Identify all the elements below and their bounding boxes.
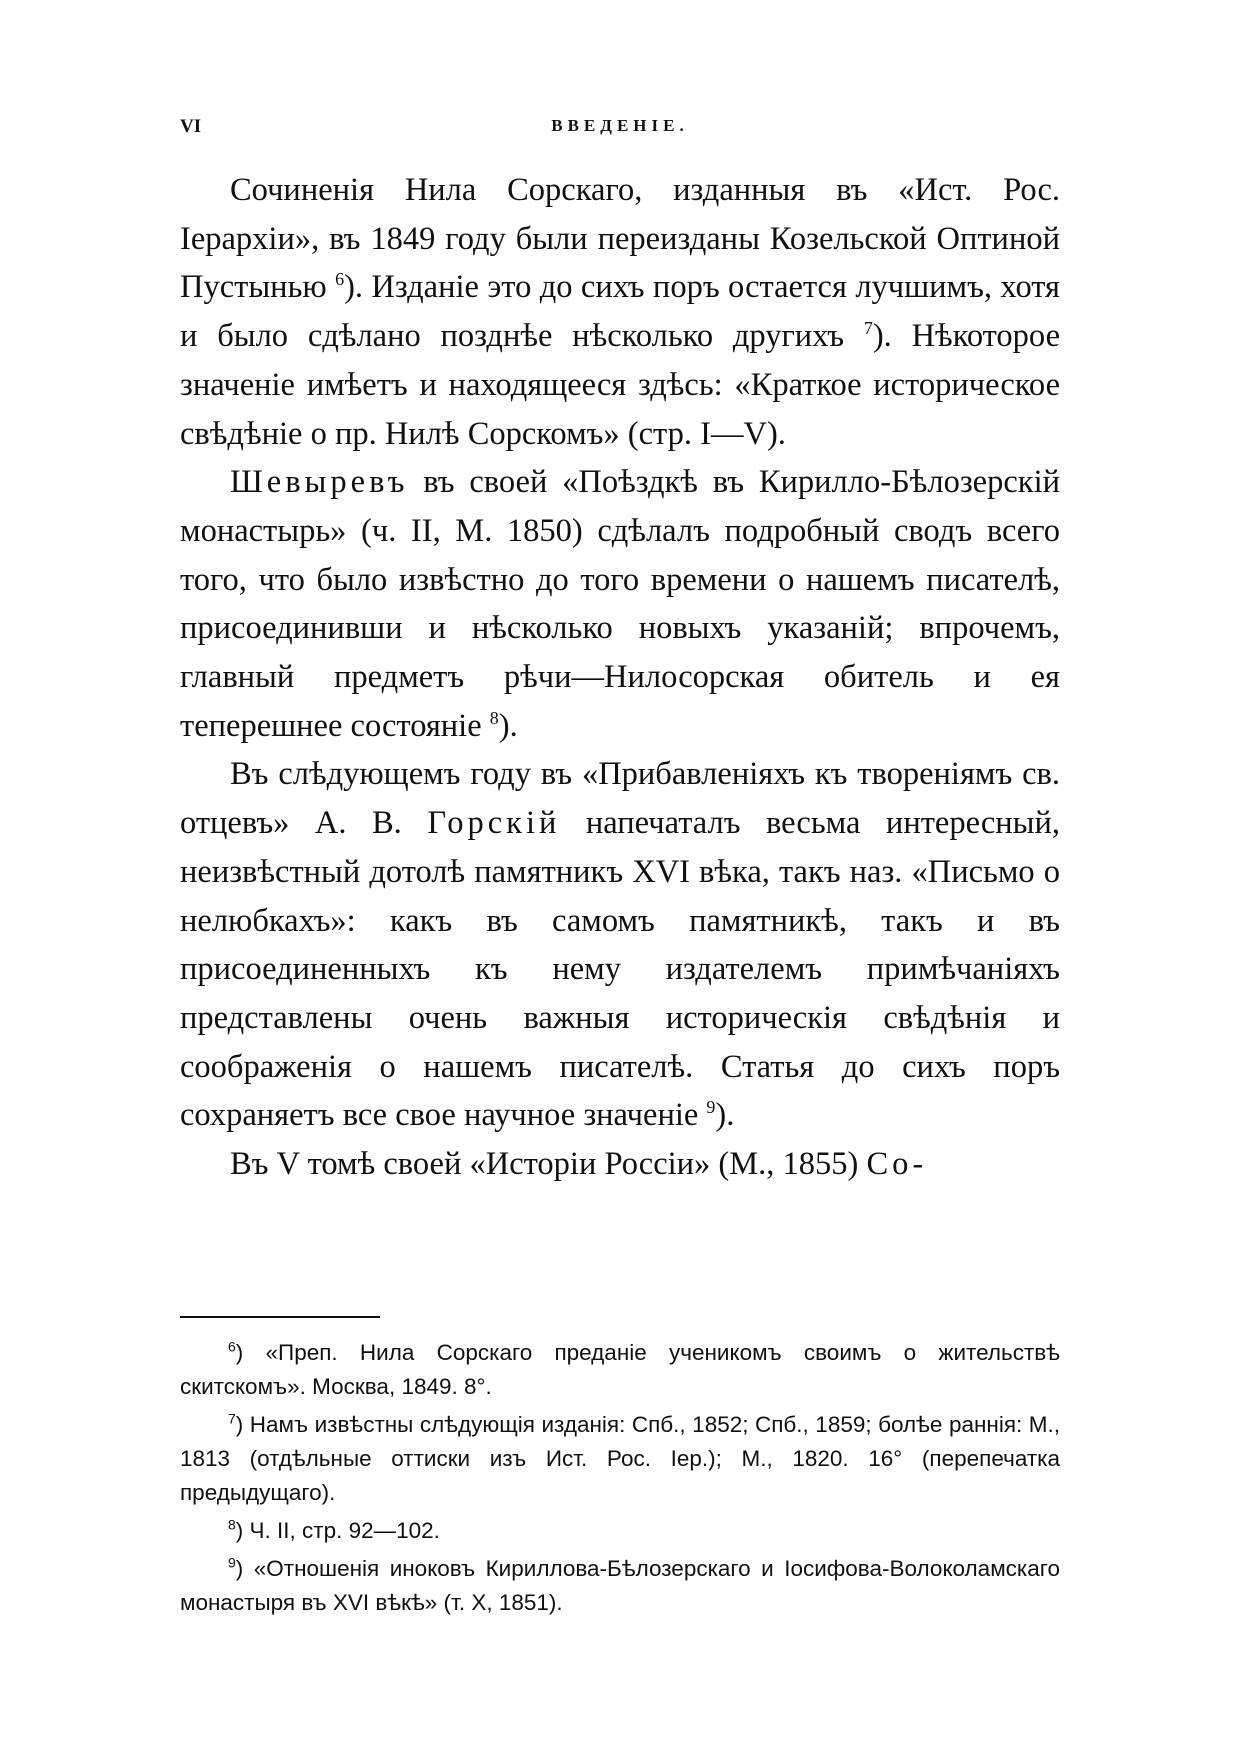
paragraph-1-text-1: Сочиненія Нила Сорскаго, изданныя въ «Ист. Рос. Іерархіи», въ 1849 году были переизданы Козельской Оптиной Пустынью <box>180 172 1060 306</box>
paragraph-3-text-1: Въ слѣдующемъ году въ «Прибавленіяхъ къ твореніямъ св. отцевъ» А. В. <box>180 756 1060 842</box>
paragraph-3 <box>180 750 1060 1140</box>
footnote-number-6: 6 <box>228 1338 236 1355</box>
footnote-number-9: 9 <box>228 1554 236 1571</box>
paragraph-1-text-3: ). Нѣкоторое значеніе имѣетъ и находящееся здѣсь: «Краткое историческое свѣдѣніе о пр. Нилѣ Сорскомъ» (стр. I—V). <box>180 318 1060 452</box>
running-head <box>180 116 1060 146</box>
footnote-ref-8: 8 <box>489 707 499 728</box>
page-header-title: ВВЕДЕНІЕ. <box>551 116 689 135</box>
footnote-text-7: ) Намъ извѣстны слѣдующія изданія: Спб., 1852; Спб., 1859; болѣе раннія: М., 1813 (отдѣльные оттиски изъ Ист. Рос. Іер.); М., 1820. 16° (перепечатка предыдущаго). <box>180 1412 1060 1505</box>
page-number: VI <box>180 116 202 137</box>
paragraph-3-text-2: напечаталъ весьма интересный, неизвѣстный дотолѣ памятникъ XVI вѣка, такъ наз. «Письмо о нелюбкахъ»: какъ въ самомъ памятникѣ, такъ и въ присоединенныхъ къ нему издателемъ примѣчаніяхъ представлены очень важныя историческія свѣдѣнія и соображенія о нашемъ писателѣ. Статья до сихъ поръ сохраняетъ все свое научное значеніе <box>180 805 1060 1134</box>
paragraph-1 <box>180 166 1060 458</box>
paragraph-1-text-2: ). Изданіе это до сихъ поръ остается лучшимъ, хотя и было сдѣлано позднѣе нѣсколько другихъ <box>180 269 1060 355</box>
footnote-ref-9: 9 <box>706 1097 716 1118</box>
footnote-ref-6: 6 <box>335 269 345 290</box>
footnote-number-7: 7 <box>228 1410 236 1427</box>
footnote-text-9: ) «Отношенія иноковъ Кириллова-Бѣлозерскаго и Іосифова-Волоколамскаго монастыря въ XVI вѣкѣ» (т. X, 1851). <box>180 1556 1060 1615</box>
paragraph-4-text-1: Въ V томѣ своей «Исторіи Россіи» (М., 1855) <box>230 1146 867 1183</box>
paragraph-2-text-2: ). <box>498 707 518 744</box>
author-name-gorsky: Горскій <box>427 805 561 842</box>
footnote-8 <box>180 1514 1060 1548</box>
footnote-number-8: 8 <box>228 1516 236 1533</box>
paragraph-2 <box>180 458 1060 750</box>
paragraph-2-text-1: въ своей «Поѣздкѣ въ Кирилло-Бѣлозерскій монастырь» (ч. II, М. 1850) сдѣлалъ подробный сводъ всего того, что было извѣстно до того времени о нашемъ писателѣ, присоединивши и нѣсколько новыхъ указаній; впрочемъ, главный предметъ рѣчи—Нилосорская обитель и ея теперешнее состояніе <box>180 464 1060 744</box>
footnote-6 <box>180 1336 1060 1404</box>
footnote-text-8: ) Ч. II, стр. 92—102. <box>235 1518 440 1543</box>
paragraph-4 <box>180 1140 1060 1189</box>
author-name-shevyrev: Шевыревъ <box>230 464 409 501</box>
footnote-9 <box>180 1552 1060 1620</box>
main-text <box>180 166 1060 1189</box>
footnote-text-6: ) «Преп. Нила Сорскаго преданіе ученикомъ своимъ о жительствѣ скитскомъ». Москва, 1849. 8°. <box>180 1340 1060 1399</box>
footnotes <box>180 1336 1060 1624</box>
paragraph-3-text-3: ). <box>715 1097 735 1134</box>
footnote-separator <box>180 1316 380 1318</box>
footnote-ref-7: 7 <box>863 318 873 339</box>
author-name-solovyov: Со- <box>866 1146 928 1183</box>
footnote-7 <box>180 1408 1060 1510</box>
